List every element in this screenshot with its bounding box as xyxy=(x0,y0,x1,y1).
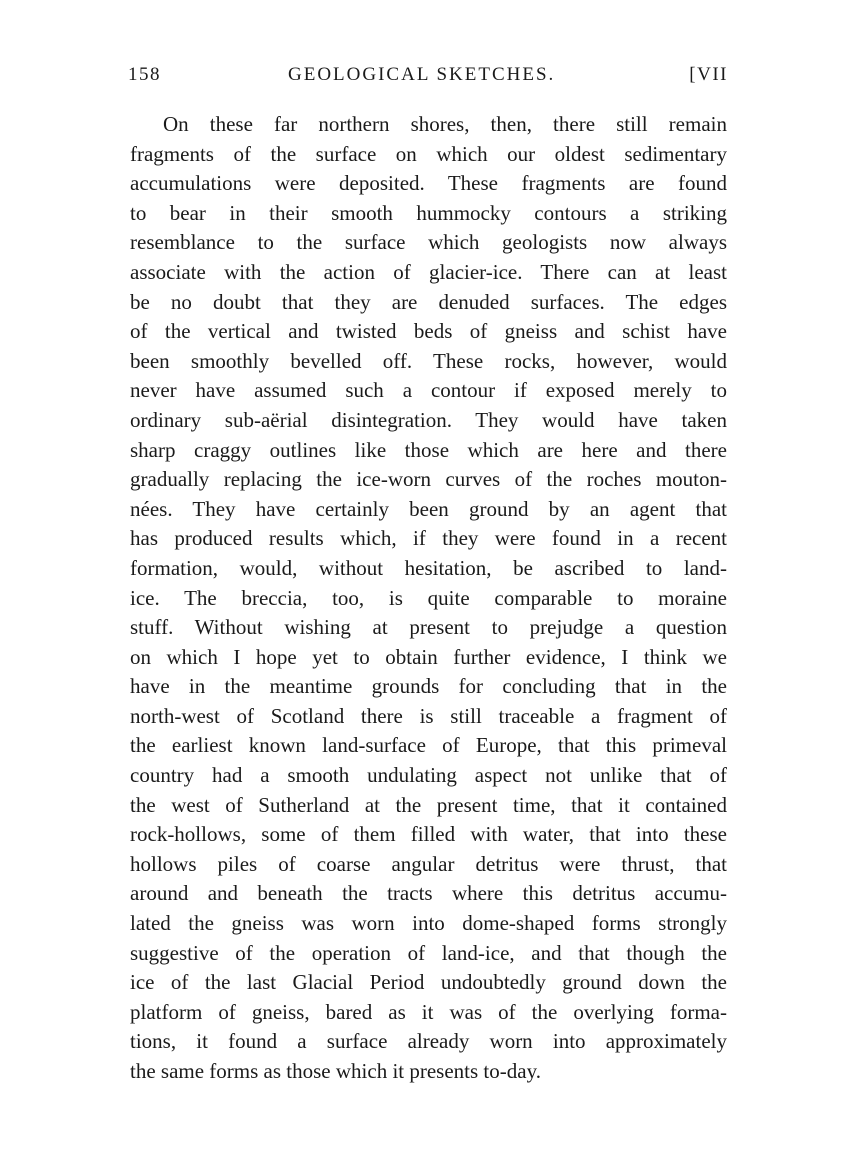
text-line: rock-hollows, some of them filled with water, that into these xyxy=(130,822,727,847)
text-line: lated the gneiss was worn into dome-shaped forms strongly xyxy=(130,911,727,936)
text-line: sharp craggy outlines like those which are here and there xyxy=(130,437,727,462)
text-line: hollows piles of coarse angular detritus were thrust, that xyxy=(130,851,727,876)
text-line: stuff. Without wishing at present to prejudge a question xyxy=(130,615,727,640)
text-line: accumulations were deposited. These fragments are found xyxy=(130,171,727,196)
text-line: been smoothly bevelled off. These rocks, however, would xyxy=(130,348,727,373)
text-line: tions, it found a surface already worn into approximately xyxy=(130,1029,727,1054)
text-line: of the vertical and twisted beds of gneiss and schist have xyxy=(130,319,727,344)
text-line: the west of Sutherland at the present time, that it contained xyxy=(130,792,727,817)
text-line: nées. They have certainly been ground by an agent that xyxy=(130,496,727,521)
text-line: be no doubt that they are denuded surfaces. The edges xyxy=(130,289,727,314)
text-line: resemblance to the surface which geologists now always xyxy=(130,230,727,255)
text-line: formation, would, without hesitation, be ascribed to land- xyxy=(130,555,727,580)
text-line: suggestive of the operation of land-ice, and that though the xyxy=(130,940,727,965)
text-line: on which I hope yet to obtain further evidence, I think we xyxy=(130,644,727,669)
page-number: 158 xyxy=(128,64,161,85)
text-line: ice of the last Glacial Period undoubtedly ground down the xyxy=(130,970,727,995)
text-line: ice. The breccia, too, is quite comparable to moraine xyxy=(130,585,727,610)
text-line: ordinary sub-aërial disintegration. They would have taken xyxy=(130,407,727,432)
chapter-marker: [VII xyxy=(689,64,728,85)
text-line: never have assumed such a contour if exposed merely to xyxy=(130,378,727,403)
text-line: fragments of the surface on which our oldest sedimentary xyxy=(130,141,727,166)
text-line: have in the meantime grounds for concluding that in the xyxy=(130,674,727,699)
text-line: the same forms as those which it presents to-day. xyxy=(130,1059,541,1083)
text-line: around and beneath the tracts where this detritus accumu- xyxy=(130,881,727,906)
text-line: On these far northern shores, then, there still remain xyxy=(163,112,727,136)
text-line: gradually replacing the ice-worn curves of the roches mouton- xyxy=(130,467,727,492)
text-line: north-west of Scotland there is still traceable a fragment of xyxy=(130,703,727,728)
running-head xyxy=(128,64,728,92)
text-line: country had a smooth undulating aspect not unlike that of xyxy=(130,763,727,788)
text-line: associate with the action of glacier-ice. There can at least xyxy=(130,259,727,284)
body-paragraph xyxy=(130,110,727,1087)
text-line: platform of gneiss, bared as it was of the overlying forma- xyxy=(130,999,727,1024)
text-line: the earliest known land-surface of Europe, that this primeval xyxy=(130,733,727,758)
text-line: has produced results which, if they were found in a recent xyxy=(130,526,727,551)
text-line: to bear in their smooth hummocky contours a striking xyxy=(130,200,727,225)
running-title: GEOLOGICAL SKETCHES. xyxy=(288,64,556,85)
